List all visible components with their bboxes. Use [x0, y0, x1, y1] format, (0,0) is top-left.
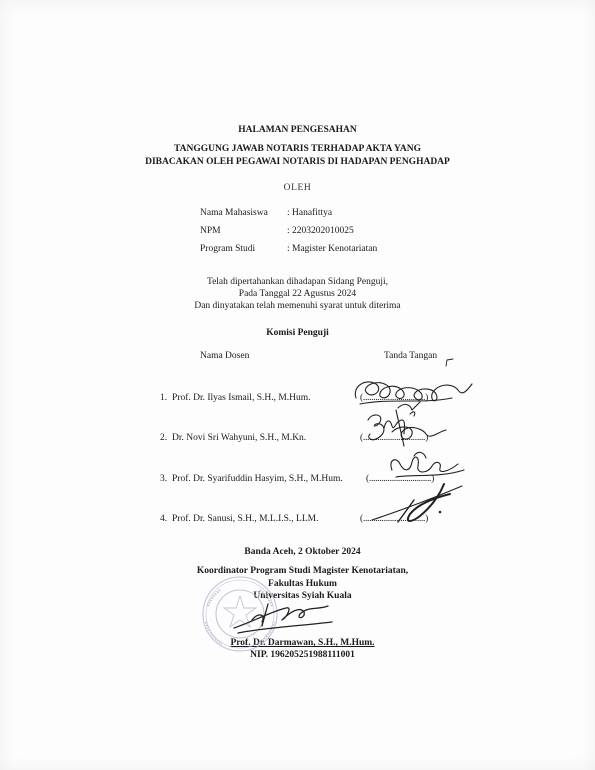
column-header-name: Nama Dosen — [200, 351, 250, 361]
university-name: Universitas Syiah Kuala — [253, 591, 352, 601]
member-number: 1. — [160, 393, 168, 403]
signature-blank: (..............................) — [366, 474, 434, 484]
coordinator-nip: NIP. 196205251988111001 — [250, 650, 355, 660]
member-name: Prof. Dr. Sanusi, S.H., M.L.I.S., LLM. — [172, 514, 319, 524]
student-npm-value: : 2203202010025 — [287, 226, 354, 236]
member-name: Dr. Novi Sri Wahyuni, S.H., M.Kn. — [172, 433, 307, 443]
defense-statement-line-3: Dan dinyatakan telah memenuhi syarat untuk diterima — [194, 301, 401, 311]
page-title: HALAMAN PENGESAHAN — [238, 125, 357, 135]
study-program-label: Program Studi — [200, 244, 256, 254]
defense-statement-line-1: Telah dipertahankan dihadapan Sidang Penguji, — [206, 277, 389, 287]
coordinator-role: Koordinator Program Studi Magister Kenotariatan, — [196, 566, 409, 576]
defense-statement-line-2: Pada Tanggal 22 Agustus 2024 — [238, 289, 357, 299]
thesis-title-line-1: TANGGUNG JAWAB NOTARIS TERHADAP AKTA YANG — [174, 144, 421, 154]
committee-heading: Komisi Penguji — [266, 328, 329, 338]
coordinator-signature — [234, 604, 332, 633]
study-program-value: : Magister Kenotariatan — [287, 244, 378, 254]
member-name: Prof. Dr. Ilyas Ismail, S.H., M.Hum. — [172, 393, 311, 403]
member-name: Prof. Dr. Syarifuddin Hasyim, S.H., M.Hum. — [172, 474, 343, 484]
coordinator-name: Prof. Dr. Darmawan, S.H., M.Hum. — [230, 638, 375, 648]
thesis-title-line-2: DIBACAKAN OLEH PEGAWAI NOTARIS DI HADAPAN PENGHADAP — [145, 157, 450, 167]
student-name-label: Nama Mahasiswa — [200, 208, 268, 218]
student-name-value: : Hanafittya — [287, 208, 333, 218]
faculty-name: Fakultas Hukum — [268, 579, 337, 589]
member-number: 4. — [160, 514, 168, 524]
member-number: 3. — [160, 474, 168, 484]
member-number: 2. — [160, 433, 168, 443]
place-date: Banda Aceh, 2 Oktober 2024 — [244, 547, 361, 557]
student-npm-label: NPM — [200, 226, 221, 236]
by-label: OLEH — [283, 183, 312, 193]
coordinator-name-wrap — [10, 637, 595, 649]
check-mark — [446, 359, 453, 366]
column-header-signature: Tanda Tangan — [384, 351, 438, 361]
signature-blank: (..............................) — [360, 514, 428, 524]
signature-blank: (..............................) — [360, 393, 428, 403]
signature-blank: (..............................) — [360, 433, 428, 443]
